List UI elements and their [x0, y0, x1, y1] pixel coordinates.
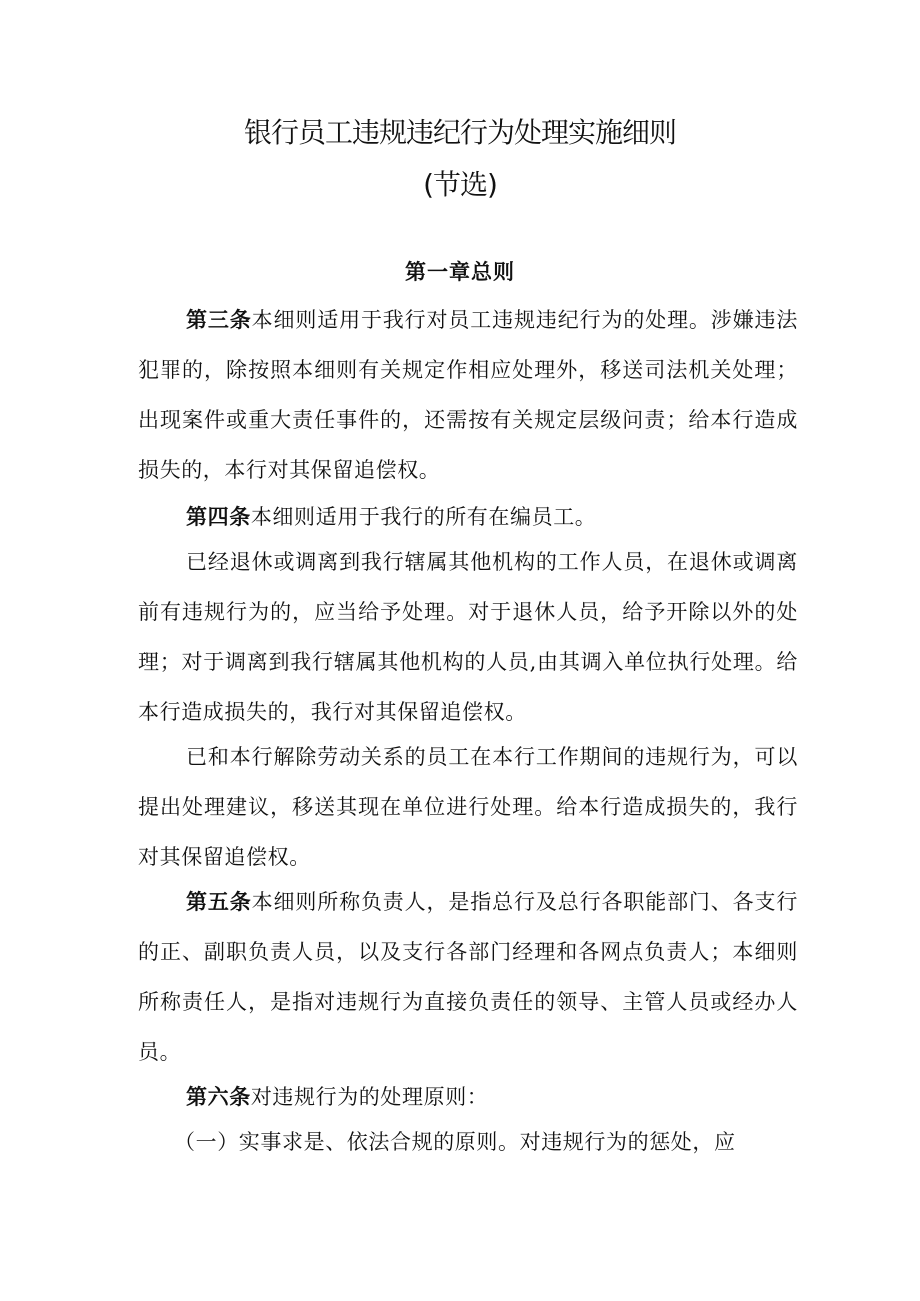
document-subtitle: (节选)	[423, 168, 497, 201]
article-3	[138, 295, 798, 495]
chapter-heading: 第一章总则	[405, 260, 515, 284]
paragraph	[138, 1117, 798, 1167]
article-text: 本细则适用于我行对员工违规违纪行为的处理。涉嫌违法犯罪的，除按照本细则有关规定作相应处理外，移送司法机关处理；出现案件或重大责任事件的，还需按有关规定层级问责；给本行造成损失的，本行对其保留追偿权。	[138, 308, 798, 482]
paragraph-text: （一）实事求是、依法合规的原则。对违规行为的惩处，应	[174, 1130, 736, 1154]
article-4	[138, 492, 798, 542]
paragraph	[138, 732, 798, 882]
article-label: 第六条	[186, 1085, 251, 1109]
article-label: 第四条	[186, 505, 251, 529]
article-text: 本细则所称负责人，是指总行及总行各职能部门、各支行的正、副职负责人员，以及支行各部门经理和各网点负责人；本细则所称责任人，是指对违规行为直接负责任的领导、主管人员或经办人员。	[138, 890, 798, 1064]
article-text: 对违规行为的处理原则：	[250, 1085, 489, 1109]
article-text: 本细则适用于我行的所有在编员工。	[250, 505, 597, 529]
article-4-para-2	[138, 537, 798, 737]
article-6	[138, 1072, 798, 1122]
paragraph	[138, 537, 798, 737]
article-label: 第五条	[186, 890, 252, 914]
article-4-para-3	[138, 732, 798, 882]
paragraph	[138, 877, 798, 1077]
article-5	[138, 877, 798, 1077]
document-title: 银行员工违规违纪行为处理实施细则	[243, 116, 676, 149]
paragraph-text: 已和本行解除劳动关系的员工在本行工作期间的违规行为，可以提出处理建议，移送其现在单位进行处理。给本行造成损失的，我行对其保留追偿权。	[138, 745, 798, 869]
paragraph	[138, 295, 798, 495]
article-6-item-1	[138, 1117, 798, 1167]
paragraph	[138, 1072, 798, 1122]
paragraph-text: 已经退休或调离到我行辖属其他机构的工作人员，在退休或调离前有违规行为的，应当给予处理。对于退休人员，给予开除以外的处理；对于调离到我行辖属其他机构的人员,由其调入单位执行处理。给本行造成损失的，我行对其保留追偿权。	[138, 550, 798, 724]
paragraph	[138, 492, 798, 542]
article-label: 第三条	[186, 308, 252, 332]
